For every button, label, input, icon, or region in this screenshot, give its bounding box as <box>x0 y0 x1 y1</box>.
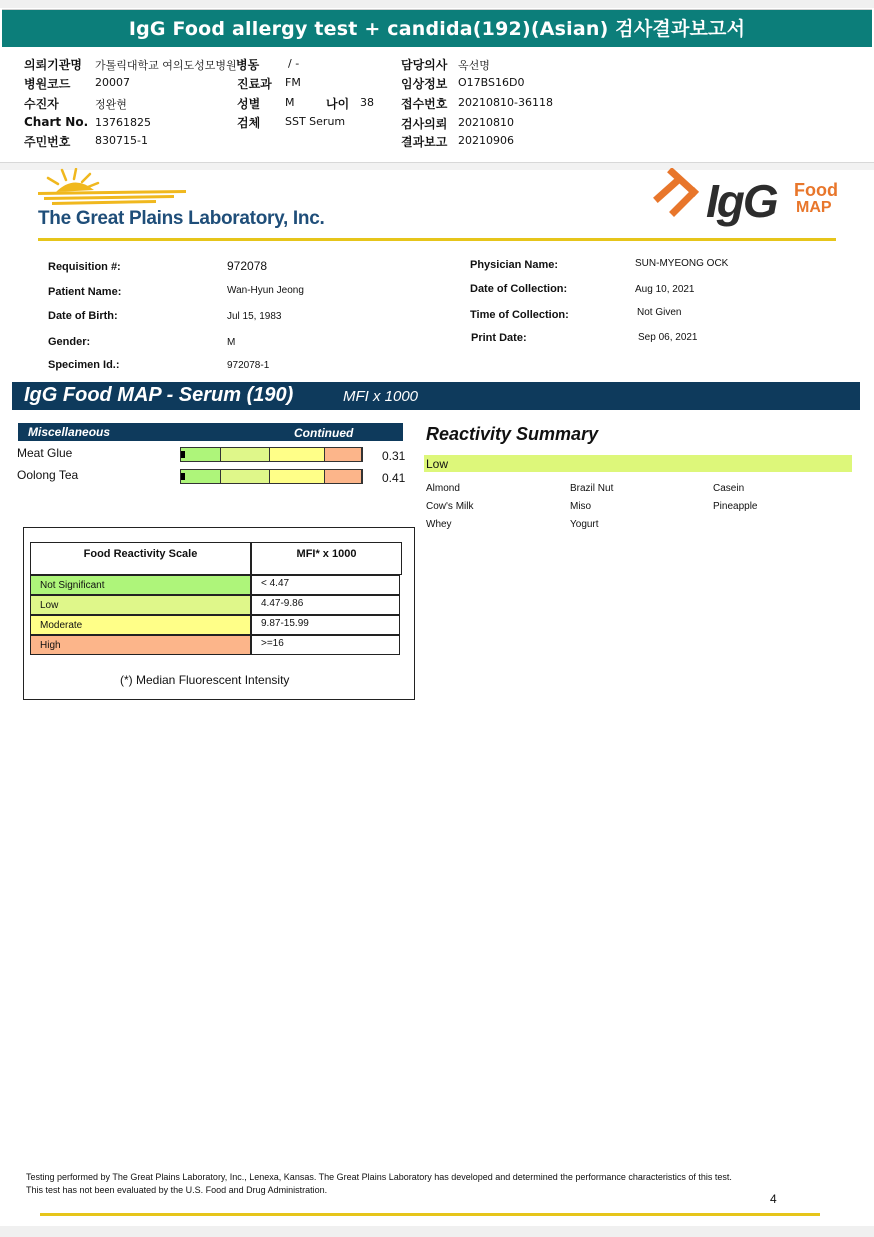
pi-value-print-date: Sep 06, 2021 <box>638 332 698 343</box>
pi-value-specimen-id: 972078-1 <box>227 360 270 371</box>
reactivity-summary-title: Reactivity Summary <box>426 424 599 444</box>
bar-segment-low <box>221 448 270 461</box>
kr-label-request-date: 검사의뢰 <box>401 117 448 131</box>
kr-label-ward: 병동 <box>236 58 260 72</box>
kr-label-resident-no: 주민번호 <box>24 135 71 149</box>
reactivity-level: Low <box>426 457 449 471</box>
bar-segment-moderate <box>270 448 325 461</box>
category-name: Miscellaneous <box>28 425 111 439</box>
page-number: 4 <box>770 1192 777 1206</box>
food-logo-text: Food <box>794 180 838 200</box>
summary-food-item: Miso <box>570 501 592 512</box>
pi-label-gender: Gender: <box>48 336 91 348</box>
kr-label-chart-no: Chart No. <box>24 115 89 129</box>
kr-value-institution: 가톨릭대학교 여의도성모병원 <box>95 59 237 72</box>
kr-value-receipt-no: 20210810-36118 <box>458 96 553 109</box>
food-name: Oolong Tea <box>17 468 79 482</box>
kr-value-department: FM <box>285 76 301 89</box>
kr-value-ward: / - <box>288 57 300 70</box>
kr-value-chart-no: 13761825 <box>95 116 151 129</box>
section-title: IgG Food MAP - Serum (190) <box>24 384 294 406</box>
pi-value-dob: Jul 15, 1983 <box>227 311 282 322</box>
food-row <box>17 446 417 464</box>
kr-value-patient: 정완현 <box>95 98 127 111</box>
food-value: 0.41 <box>382 471 406 485</box>
scale-range: >=16 <box>251 635 400 655</box>
kr-value-sex: M <box>285 96 295 109</box>
summary-food-item: Pineapple <box>713 501 758 512</box>
pi-label-specimen-id: Specimen Id.: <box>48 359 120 371</box>
pi-label-dob: Date of Birth: <box>48 310 118 322</box>
scale-header-mfi: MFI* x 1000 <box>251 542 402 575</box>
pi-label-collection-time: Time of Collection: <box>470 309 569 321</box>
bar-segment-high <box>325 470 362 483</box>
summary-food-item: Cow's Milk <box>426 501 474 512</box>
summary-food-item: Yogurt <box>570 519 599 530</box>
pi-value-gender: M <box>227 337 236 348</box>
kr-value-physician: 옥선명 <box>458 59 490 72</box>
reactivity-bar <box>180 469 363 484</box>
kr-label-report-date: 결과보고 <box>401 135 448 149</box>
category-status: Continued <box>294 426 354 440</box>
scale-category: Low <box>30 595 251 615</box>
kr-value-specimen: SST Serum <box>285 115 346 128</box>
reactivity-scale-box <box>23 527 415 700</box>
pi-label-print-date: Print Date: <box>471 332 527 344</box>
pi-value-requisition: 972078 <box>227 259 268 273</box>
scale-footnote: (*) Median Fluorescent Intensity <box>120 673 290 687</box>
value-marker <box>181 451 185 458</box>
summary-food-item: Whey <box>426 519 452 530</box>
kr-value-clinical-info: O17BS16D0 <box>458 76 525 89</box>
pi-label-collection-date: Date of Collection: <box>470 283 568 295</box>
reactivity-level-band <box>424 455 852 472</box>
kr-value-report-date: 20210906 <box>458 134 514 147</box>
pi-value-physician: SUN-MYEONG OCK <box>635 258 729 269</box>
scale-category: High <box>30 635 251 655</box>
kr-value-resident-no: 830715-1 <box>95 134 148 147</box>
value-marker <box>181 473 185 480</box>
sun-logo-icon <box>36 168 196 210</box>
bar-segment-not-significant <box>181 470 221 483</box>
kr-label-specimen: 검체 <box>237 116 261 130</box>
kr-label-receipt-no: 접수번호 <box>401 97 448 111</box>
bar-segment-high <box>325 448 362 461</box>
lab-name: The Great Plains Laboratory, Inc. <box>38 208 325 229</box>
scale-range: < 4.47 <box>251 575 400 595</box>
pi-value-patient-name: Wan-Hyun Jeong <box>227 285 304 296</box>
footer-gold-rule <box>40 1213 820 1216</box>
igg-logo-text: IgG <box>706 175 777 227</box>
food-name: Meat Glue <box>17 446 73 460</box>
section-unit: MFI x 1000 <box>343 388 419 405</box>
report-title: IgG Food allergy test + candida(192)(Asian) 검사결과보고서 <box>128 18 746 40</box>
kr-value-hospital-code: 20007 <box>95 76 130 89</box>
header-gold-rule <box>38 238 836 241</box>
scale-header-category: Food Reactivity Scale <box>30 542 251 575</box>
kr-value-request-date: 20210810 <box>458 116 514 129</box>
kr-label-sex: 성별 <box>237 97 261 111</box>
bar-segment-not-significant <box>181 448 221 461</box>
disclaimer-text: Testing performed by The Great Plains Laboratory, Inc., Lenexa, Kansas. The Great Plains Laboratory has developed and determined the performance characteristics of this test. This test has not been evaluated by the U.S. Food and Drug Administration. <box>26 1172 732 1195</box>
food-value: 0.31 <box>382 449 406 463</box>
scale-range: 4.47-9.86 <box>251 595 400 615</box>
kr-label-hospital-code: 병원코드 <box>24 77 71 91</box>
top-strip <box>0 0 874 8</box>
summary-food-item: Casein <box>713 483 745 494</box>
reactivity-bar <box>180 447 363 462</box>
pi-value-collection-date: Aug 10, 2021 <box>635 284 695 295</box>
bar-segment-moderate <box>270 470 325 483</box>
report-title-band <box>2 9 872 47</box>
kr-label-age: 나이 <box>326 97 350 111</box>
scale-range: 9.87-15.99 <box>251 615 400 635</box>
bar-segment-low <box>221 470 270 483</box>
kr-label-patient: 수진자 <box>24 97 59 111</box>
kr-value-age: 38 <box>360 96 374 109</box>
kr-label-physician: 담당의사 <box>401 58 448 72</box>
summary-food-item: Brazil Nut <box>570 483 614 494</box>
kr-label-institution: 의뢰기관명 <box>24 58 82 72</box>
summary-food-item: Almond <box>426 483 460 494</box>
category-header <box>18 423 403 441</box>
map-logo-text: MAP <box>796 199 832 216</box>
pi-label-requisition: Requisition #: <box>48 261 121 273</box>
pi-label-patient-name: Patient Name: <box>48 286 122 298</box>
section-header <box>12 382 860 410</box>
scale-category: Moderate <box>30 615 251 635</box>
pi-value-collection-time: Not Given <box>637 307 682 318</box>
kr-label-clinical-info: 임상정보 <box>401 77 448 91</box>
food-row <box>17 468 417 486</box>
kr-label-department: 진료과 <box>237 77 272 91</box>
bottom-strip <box>0 1226 874 1237</box>
pi-label-physician: Physician Name: <box>470 259 559 271</box>
scale-category: Not Significant <box>30 575 251 595</box>
